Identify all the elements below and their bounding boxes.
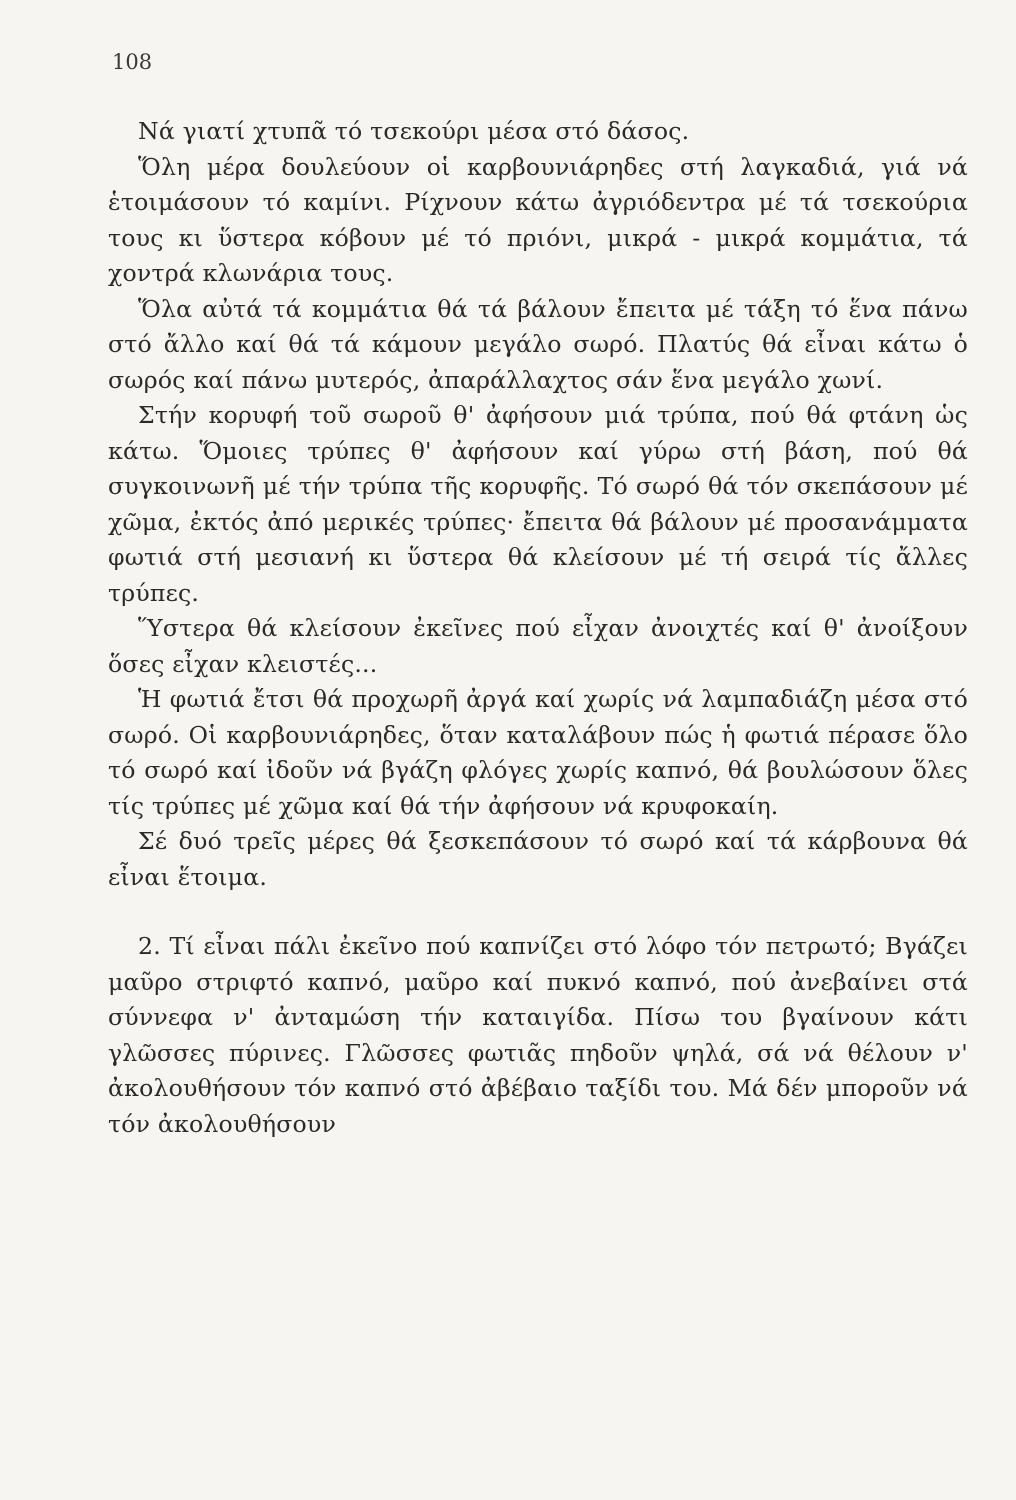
paragraph: Ἡ φωτιά ἔτσι θά προχωρῆ ἀργά καί χωρίς νά λαμπαδιάζη μέσα στό σωρό. Οἱ καρβουνιάρηδες, ὅταν καταλάβουν πώς ἡ φωτιά πέρασε ὅλο τό σωρό καί ἰδοῦν νά βγάζη φλόγες χωρίς καπνό, θά βουλώσουν ὅλες τίς τρύπες μέ χῶμα καί θά τήν ἀφήσουν νά κρυφοκαίη. xyxy=(108,685,968,820)
body-text xyxy=(108,114,968,1142)
paragraph: Ὅλα αὐτά τά κομμάτια θά τά βάλουν ἔπειτα μέ τάξη τό ἕνα πάνω στό ἄλλο καί θά τά κάμουν μεγάλο σωρό. Πλατύς θά εἶναι κάτω ὁ σωρός καί πάνω μυτερός, ἀπαράλλαχτος σάν ἕνα μεγάλο χωνί. xyxy=(108,294,968,394)
paragraph: Νά γιατί χτυπᾶ τό τσεκούρι μέσα στό δάσος. xyxy=(138,117,690,145)
paragraph: Στήν κορυφή τοῦ σωροῦ θ' ἀφήσουν μιά τρύπα, πού θά φτάνη ὡς κάτω. Ὅμοιες τρύπες θ' ἀφήσουν καί γύρω στή βάση, πού θά συγκοινωνῆ μέ τήν τρύπα τῆς κορυφῆς. Τό σωρό θά τόν σκεπάσουν μέ χῶμα, ἐκτός ἀπό μερικές τρύπες· ἔπειτα θά βάλουν μέ προσανάμματα φωτιά στή μεσιανή κι ὕστερα θά κλείσουν μέ τή σειρά τίς ἄλλες τρύπες. xyxy=(108,401,968,607)
section-gap xyxy=(108,895,968,929)
paragraph: Σέ δυό τρεῖς μέρες θά ξεσκεπάσουν τό σωρό καί τά κάρβουνα θά εἶναι ἕτοιμα. xyxy=(108,827,968,891)
page-number: 108 xyxy=(112,50,153,74)
paragraph: Ὅλη μέρα δουλεύουν οἱ καρβουνιάρηδες στή λαγκαδιά, γιά νά ἑτοιμάσουν τό καμίνι. Ρίχνουν κάτω ἀγριόδεντρα μέ τά τσεκούρια τους κι ὕστερα κόβουν μέ τό πριόνι, μικρά - μικρά κομμάτια, τά χοντρά κλωνάρια τους. xyxy=(108,152,968,287)
paragraph: 2. Τί εἶναι πάλι ἐκεῖνο πού καπνίζει στό λόφο τόν πετρωτό; Βγάζει μαῦρο στριφτό καπνό, μαῦρο καί πυκνό καπνό, πού ἀνεβαίνει στά σύννεφα ν' ἀνταμώση τήν καταιγίδα. Πίσω του βγαίνουν κάτι γλῶσσες πύρινες. Γλῶσσες φωτιᾶς πηδοῦν ψηλά, σά νά θέλουν ν' ἀκολουθήσουν τόν καπνό στό ἀβέβαιο ταξίδι του. Μά δέν μποροῦν νά τόν ἀκολουθήσουν xyxy=(108,932,968,1138)
paragraph: Ὕστερα θά κλείσουν ἐκεῖνες πού εἶχαν ἀνοιχτές καί θ' ἀνοίξουν ὅσες εἶχαν κλειστές... xyxy=(108,614,968,678)
